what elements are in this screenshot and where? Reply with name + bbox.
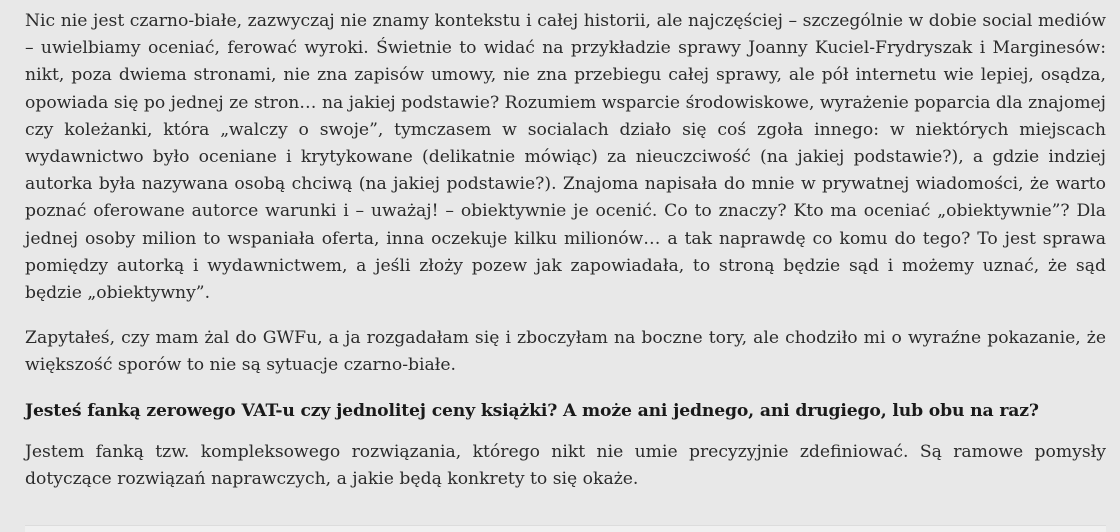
- article-paragraph: Zapytałeś, czy mam żal do GWFu, a ja rozgadałam się i zboczyłam na boczne tory, ale chodziło mi o wyraźne pokazanie, że większość sporów to nie są sytuacje czarno-białe.: [25, 328, 1106, 376]
- article-body: [25, 8, 1106, 511]
- article-paragraph: Jestem fanką tzw. kompleksowego rozwiązania, którego nikt nie umie precyzyjnie zdefiniować. Są ramowe pomysły dotyczące rozwiązań naprawczych, a jakie będą konkrety to się okaże.: [25, 441, 1106, 490]
- interview-question: Jesteś fanką zerowego VAT-u czy jednolitej ceny książki? A może ani jednego, ani drugiego, lub obu na raz?: [25, 400, 1039, 421]
- article-paragraph: Nic nie jest czarno-białe, zazwyczaj nie znamy kontekstu i całej historii, ale najczęściej – szczególnie w dobie social mediów – uwielbiamy oceniać, ferować wyroki. Świetnie to widać na przykładzie sprawy Joanny Kuciel-Frydryszak i Marginesów: nikt, poza dwiema stronami, nie zna zapisów umowy, nie zna przebiegu całej sprawy, ale pół internetu wie lepiej, osądza, opowiada się po jednej ze stron… na jakiej podstawie? Rozumiem wsparcie środowiskowe, wyrażenie poparcia dla znajomej czy koleżanki, która „walczy o swoje”, tymczasem w socialach działo się coś zgoła innego: w niektórych miejscach wydawnictwo było oceniane i krytykowane (delikatnie mówiąc) za nieuczciwość (na jakiej podstawie?), a gdzie indziej autorka była nazywana osobą chciwą (na jakiej podstawie?). Znajoma napisała do mnie w prywatnej wiadomości, że warto poznać oferowane autorce warunki i – uważaj! – obiektywnie je ocenić. Co to znaczy? Kto ma oceniać „obiektywnie”? Dla jednej osoby milion to wspaniała oferta, inna oczekuje kilku milionów… a tak naprawdę co komu do tego? To jest sprawa pomiędzy autorką i wydawnictwem, a jeśli złoży pozew jak zapowiadała, to stroną będzie sąd i możemy uznać, że sąd będzie „obiektywny”.: [25, 11, 1106, 304]
